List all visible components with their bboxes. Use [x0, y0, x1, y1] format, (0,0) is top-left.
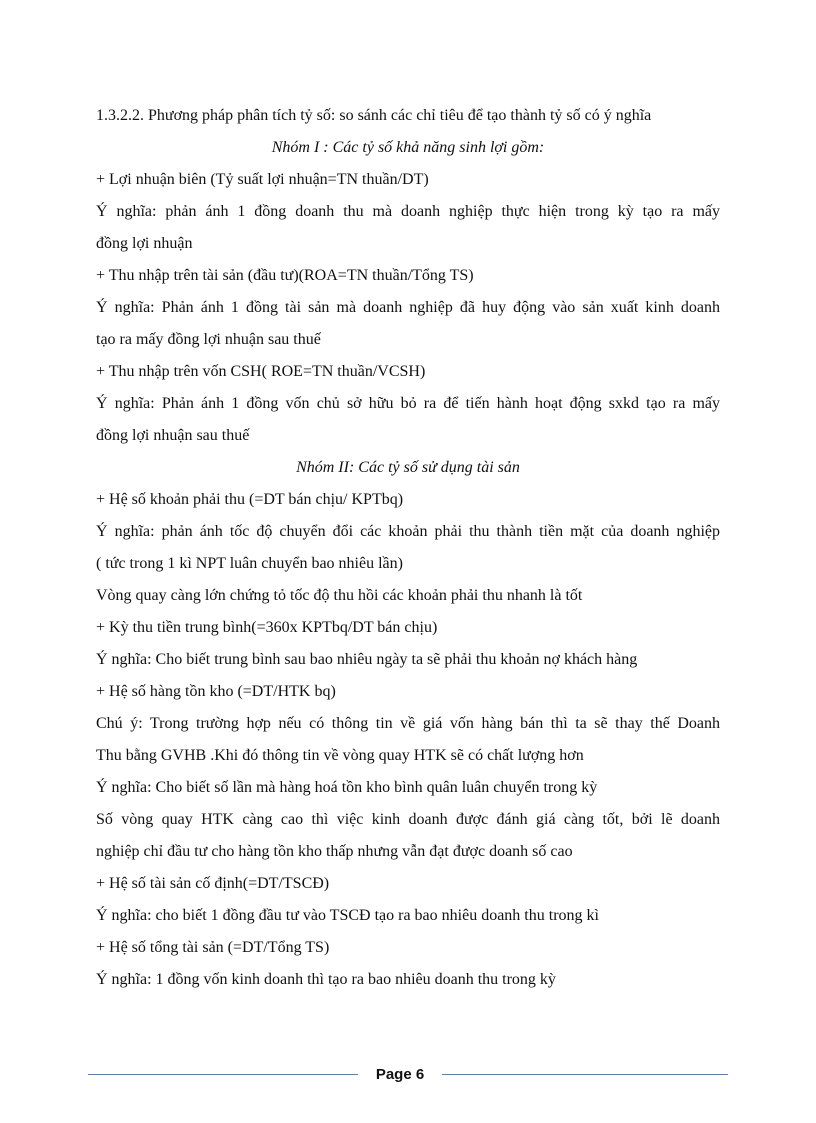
meaning-text: tạo ra mấy đồng lợi nhuận sau thuế: [96, 331, 321, 348]
ratio-item: + Thu nhập trên vốn CSH( ROE=TN thuần/VCSH): [96, 363, 426, 380]
meaning-text: Ý nghĩa: phản ánh 1 đồng doanh thu mà doanh nghiệp thực hiện trong kỳ tạo ra mấy: [96, 203, 720, 220]
page-footer: [88, 1063, 728, 1087]
meaning-text: Ý nghĩa: cho biết 1 đồng đầu tư vào TSCĐ tạo ra bao nhiêu doanh thu trong kì: [96, 907, 599, 924]
ratio-item: + Hệ số hàng tồn kho (=DT/HTK bq): [96, 683, 336, 700]
meaning-text: đồng lợi nhuận: [96, 235, 193, 252]
ratio-item: + Thu nhập trên tài sản (đầu tư)(ROA=TN thuần/Tổng TS): [96, 267, 474, 284]
meaning-text: Ý nghĩa: Cho biết số lần mà hàng hoá tồn kho bình quân luân chuyển trong kỳ: [96, 779, 598, 796]
ratio-item: + Kỳ thu tiền trung bình(=360x KPTbq/DT bán chịu): [96, 619, 438, 636]
group-heading: Nhóm I : Các tỷ số khả năng sinh lợi gồm:: [271, 139, 545, 156]
note-text: nghiệp chỉ đầu tư cho hàng tồn kho thấp nhưng vẫn đạt được doanh số cao: [96, 843, 573, 860]
ratio-item: + Hệ số tài sản cố định(=DT/TSCĐ): [96, 875, 330, 892]
note-text: Thu bằng GVHB .Khi đó thông tin về vòng quay HTK sẽ có chất lượng hơn: [96, 747, 584, 764]
section-heading: 1.3.2.2. Phương pháp phân tích tỷ số: so sánh các chỉ tiêu để tạo thành tỷ số có ý nghĩa: [96, 107, 652, 124]
meaning-text: Ý nghĩa: 1 đồng vốn kinh doanh thì tạo ra bao nhiêu doanh thu trong kỳ: [96, 971, 556, 988]
note-text: Số vòng quay HTK càng cao thì việc kinh doanh được đánh giá càng tốt, bởi lẽ doanh: [96, 811, 720, 828]
footer-rule-right: [442, 1074, 728, 1075]
meaning-text: đồng lợi nhuận sau thuế: [96, 427, 250, 444]
meaning-text: Ý nghĩa: Phản ánh 1 đồng tài sản mà doanh nghiệp đã huy động vào sản xuất kinh doanh: [96, 299, 720, 316]
meaning-text: Ý nghĩa: phản ánh tốc độ chuyển đổi các khoản phải thu thành tiền mặt của doanh nghiệp: [96, 523, 720, 540]
note-text: Chú ý: Trong trường hợp nếu có thông tin về giá vốn hàng bán thì ta sẽ thay thế Doanh: [96, 715, 720, 732]
ratio-item: + Hệ số tổng tài sản (=DT/Tổng TS): [96, 939, 330, 956]
meaning-text: Ý nghĩa: Cho biết trung bình sau bao nhiêu ngày ta sẽ phải thu khoản nợ khách hàng: [96, 651, 638, 668]
page-number: Page 6: [375, 1066, 425, 1083]
meaning-text: ( tức trong 1 kì NPT luân chuyển bao nhiêu lần): [96, 555, 403, 572]
document-body: [96, 100, 720, 996]
ratio-item: + Hệ số khoản phải thu (=DT bán chịu/ KPTbq): [96, 491, 404, 508]
footer-rule-left: [88, 1074, 358, 1075]
meaning-text: Ý nghĩa: Phản ánh 1 đồng vốn chủ sở hữu bỏ ra để tiến hành hoạt động sxkd tạo ra mấy: [96, 395, 720, 412]
group-heading: Nhóm II: Các tỷ số sử dụng tài sản: [296, 459, 520, 476]
ratio-item: + Lợi nhuận biên (Tỷ suất lợi nhuận=TN thuần/DT): [96, 171, 429, 188]
note-text: Vòng quay càng lớn chứng tỏ tốc độ thu hồi các khoản phải thu nhanh là tốt: [96, 587, 583, 604]
